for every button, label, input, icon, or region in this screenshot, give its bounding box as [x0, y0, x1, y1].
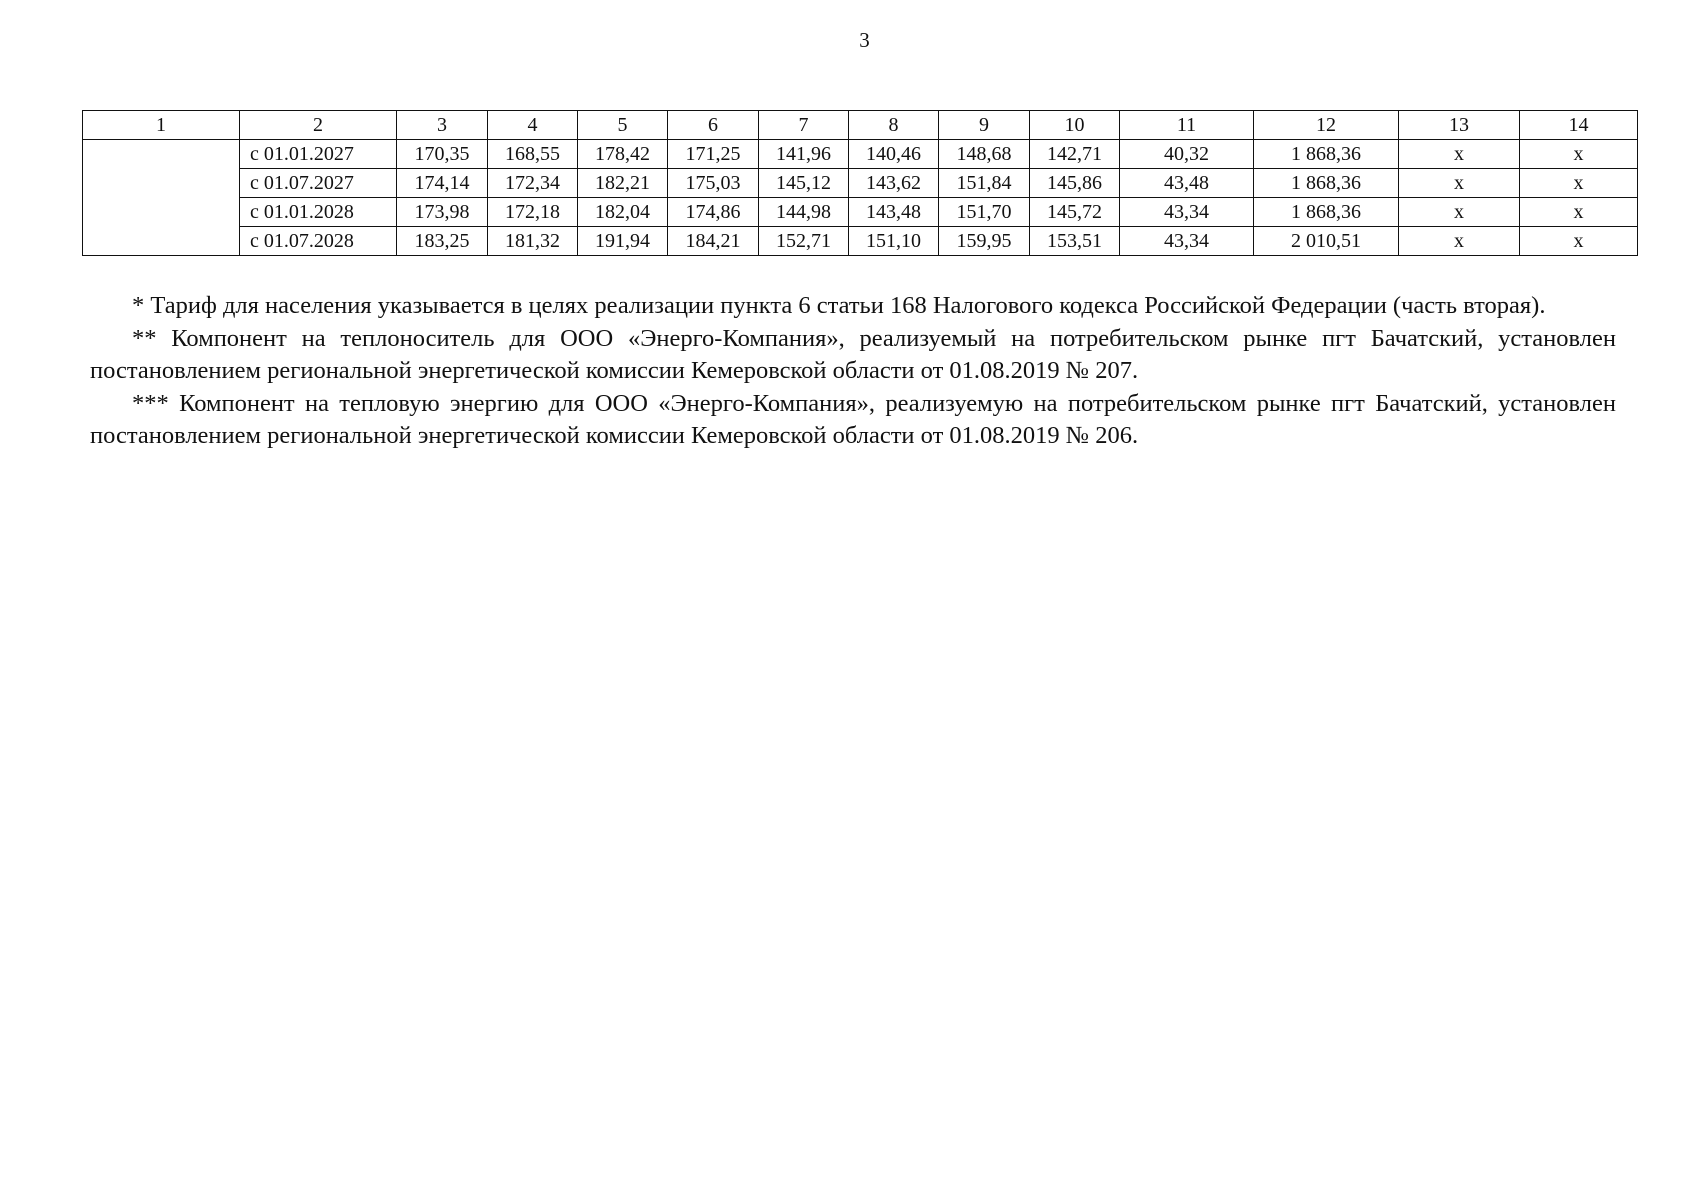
table-cell: 43,34	[1120, 227, 1254, 256]
table-row	[83, 169, 1638, 198]
column-number: 2	[240, 111, 397, 140]
table-cell: 191,94	[578, 227, 668, 256]
table-cell: 141,96	[759, 140, 849, 169]
table-cell: 151,84	[939, 169, 1030, 198]
table-cell-date: с 01.07.2027	[240, 169, 397, 198]
table-cell: 145,86	[1030, 169, 1120, 198]
table-cell-date: с 01.07.2028	[240, 227, 397, 256]
table-cell: 145,12	[759, 169, 849, 198]
table-cell: 140,46	[849, 140, 939, 169]
table-cell: 43,48	[1120, 169, 1254, 198]
table-cell: 2 010,51	[1254, 227, 1399, 256]
table-cell: 170,35	[397, 140, 488, 169]
table-cell: 172,34	[488, 169, 578, 198]
tariff-table	[82, 110, 1638, 256]
table-cell: 43,34	[1120, 198, 1254, 227]
table-cell: 182,21	[578, 169, 668, 198]
table-cell: x	[1520, 198, 1638, 227]
table-cell-merged	[83, 140, 240, 256]
column-number: 14	[1520, 111, 1638, 140]
footnote-tariff-population: * Тариф для населения указывается в целях реализации пункта 6 статьи 168 Налогового кодекса Российской Федерации (часть вторая).	[132, 292, 1546, 319]
table-cell: x	[1520, 169, 1638, 198]
column-number: 11	[1120, 111, 1254, 140]
table-cell: 183,25	[397, 227, 488, 256]
column-number: 13	[1399, 111, 1520, 140]
table-row	[83, 198, 1638, 227]
page-number: 3	[859, 28, 870, 52]
table-cell: 1 868,36	[1254, 169, 1399, 198]
footnote-heat-energy-component: *** Компонент на тепловую энергию для ООО «Энерго-Компания», реализуемую на потребительском рынке пгт Бачатский, установлен постановлением региональной энергетической комиссии Кемеровской области от 01.08.2019 № 206.	[90, 389, 1616, 449]
table-cell: 181,32	[488, 227, 578, 256]
table-cell: 148,68	[939, 140, 1030, 169]
column-number: 7	[759, 111, 849, 140]
table-cell: 182,04	[578, 198, 668, 227]
table-cell: 171,25	[668, 140, 759, 169]
column-number: 12	[1254, 111, 1399, 140]
table-cell: x	[1399, 198, 1520, 227]
column-number: 9	[939, 111, 1030, 140]
table-cell: 173,98	[397, 198, 488, 227]
column-number: 3	[397, 111, 488, 140]
table-row	[83, 140, 1638, 169]
table-cell: 40,32	[1120, 140, 1254, 169]
table-cell: 142,71	[1030, 140, 1120, 169]
table-cell: 184,21	[668, 227, 759, 256]
table-cell: x	[1399, 169, 1520, 198]
column-number: 10	[1030, 111, 1120, 140]
table-cell: 1 868,36	[1254, 140, 1399, 169]
table-cell: 175,03	[668, 169, 759, 198]
table-cell: 145,72	[1030, 198, 1120, 227]
column-number: 5	[578, 111, 668, 140]
table-cell: 174,14	[397, 169, 488, 198]
table-cell: x	[1520, 140, 1638, 169]
table-cell-date: с 01.01.2028	[240, 198, 397, 227]
table-cell: 153,51	[1030, 227, 1120, 256]
footnote-heat-carrier-component: ** Компонент на теплоноситель для ООО «Энерго-Компания», реализуемый на потребительском рынке пгт Бачатский, установлен постановлением региональной энергетической комиссии Кемеровской области от 01.08.2019 № 207.	[90, 324, 1616, 384]
table-cell: 159,95	[939, 227, 1030, 256]
table-cell: 1 868,36	[1254, 198, 1399, 227]
table-cell: 152,71	[759, 227, 849, 256]
table-cell-date: с 01.01.2027	[240, 140, 397, 169]
table-cell: 172,18	[488, 198, 578, 227]
table-cell: x	[1520, 227, 1638, 256]
table-cell: 168,55	[488, 140, 578, 169]
table-cell: 151,10	[849, 227, 939, 256]
footnotes	[90, 290, 1616, 453]
table-cell: 174,86	[668, 198, 759, 227]
table-cell: 151,70	[939, 198, 1030, 227]
column-number: 1	[83, 111, 240, 140]
table-cell: 143,48	[849, 198, 939, 227]
table-header-row	[83, 111, 1638, 140]
column-number: 8	[849, 111, 939, 140]
table-cell: x	[1399, 227, 1520, 256]
table-row	[83, 227, 1638, 256]
table-cell: 143,62	[849, 169, 939, 198]
table-cell: 178,42	[578, 140, 668, 169]
column-number: 6	[668, 111, 759, 140]
table-cell: 144,98	[759, 198, 849, 227]
table-cell: x	[1399, 140, 1520, 169]
column-number: 4	[488, 111, 578, 140]
